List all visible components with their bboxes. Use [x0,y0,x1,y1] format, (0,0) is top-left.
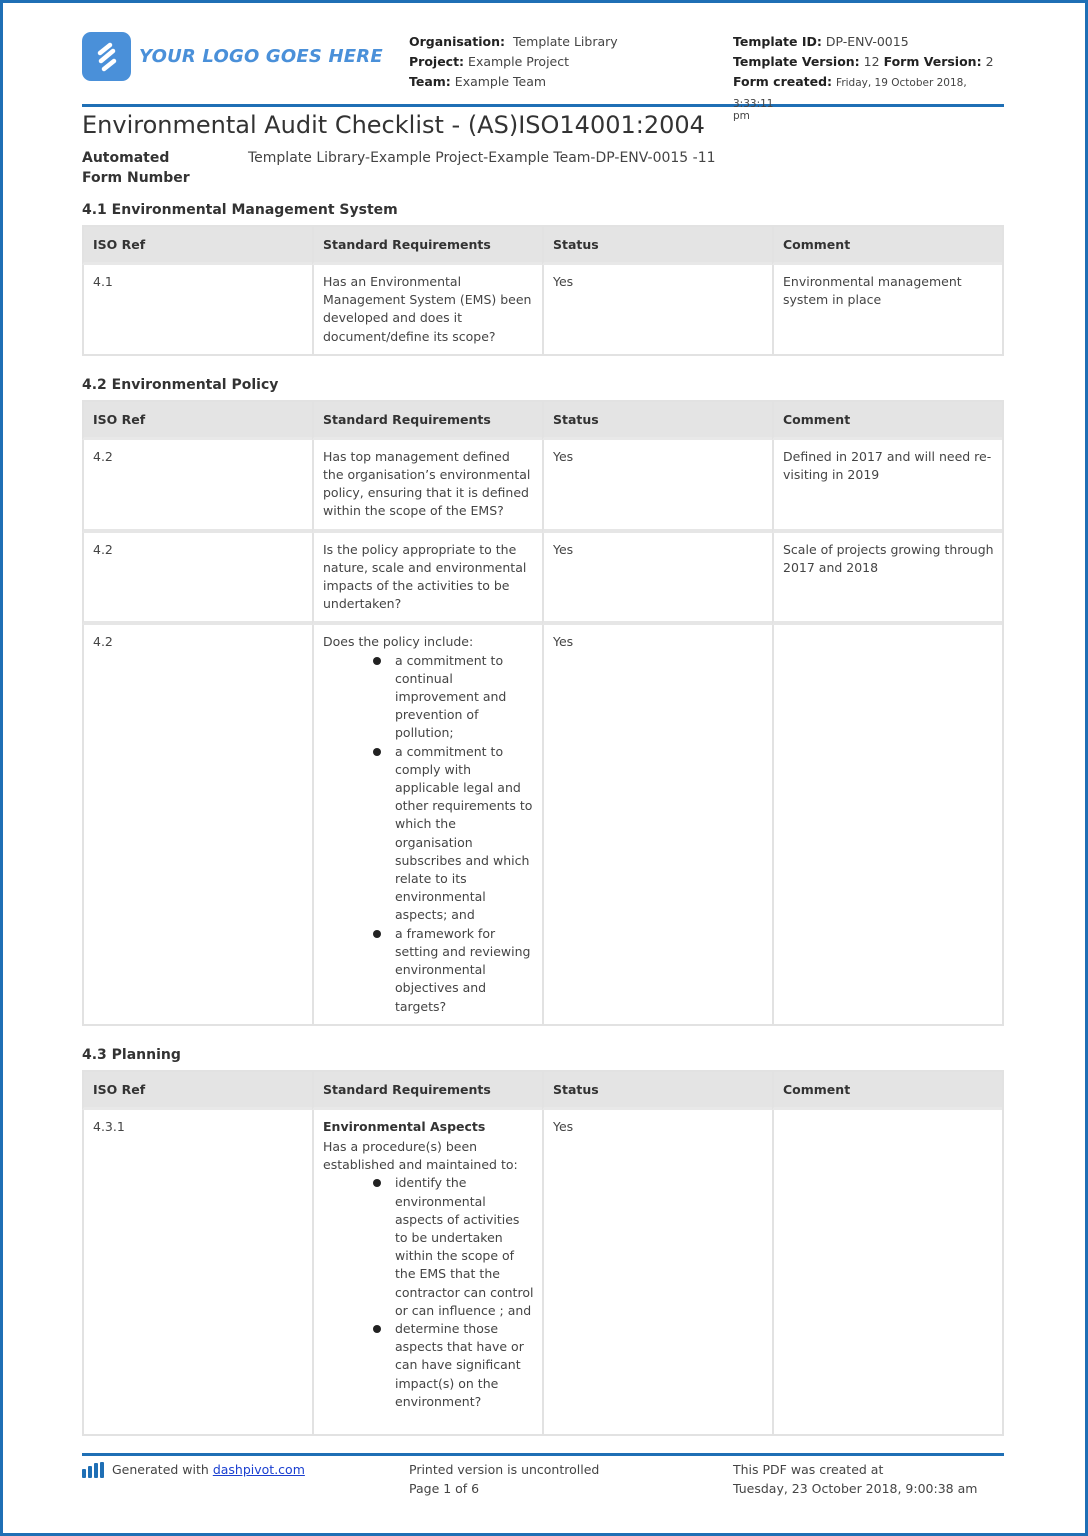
form-number-label: Automated Form Number [82,150,190,186]
list-item: a commitment to continual improvement and prevention of pollution; [395,652,534,743]
requirement-cell: Is the policy appropriate to the nature, scale and environmental impacts of the activities to be undertaken? [312,533,542,626]
iso-ref-cell: 4.1 [82,265,312,356]
iso-ref-cell: 4.2 [82,625,312,1025]
requirement-subhead: Environmental Aspects [323,1118,486,1134]
generated-with: Generated with dashpivot.com [82,1460,305,1479]
col-header-comment: Comment [772,225,1002,265]
bullet-list [323,652,534,1016]
table-row [82,625,1002,1025]
organisation-line: Organisation: Template Library [409,34,618,49]
comment-cell: Scale of projects growing through 2017 and 2018 [772,533,1002,626]
col-header-status: Status [542,225,772,265]
iso-ref-cell: 4.2 [82,533,312,626]
col-header-requirements: Standard Requirements [312,400,542,440]
list-item: a framework for setting and reviewing environmental objectives and targets? [395,925,534,1016]
status-cell: Yes [542,625,772,1025]
form-number [82,148,1004,188]
comment-cell: Defined in 2017 and will need re-visiting in 2019 [772,440,1002,533]
iso-ref-cell: 4.3.1 [82,1110,312,1436]
logo-mark-icon [82,32,131,81]
pdf-created-info: This PDF was created at Tuesday, 23 October 2018, 9:00:38 am [733,1462,978,1496]
status-cell: Yes [542,533,772,626]
dashpivot-logo-icon [82,1462,106,1478]
comment-cell: Environmental management system in place [772,265,1002,356]
requirement-cell: Has an Environmental Management System (EMS) been developed and does it document/define its scope? [312,265,542,356]
table-header-row [82,225,1002,265]
requirement-cell: Has top management defined the organisation’s environmental policy, ensuring that it is defined within the scope of the EMS? [312,440,542,533]
col-header-comment: Comment [772,400,1002,440]
col-header-status: Status [542,400,772,440]
col-header-requirements: Standard Requirements [312,1070,542,1110]
logo [82,32,383,81]
page-number: Page 1 of 6 [409,1481,480,1496]
dashpivot-link[interactable]: dashpivot.com [212,1462,305,1477]
org-info [409,32,618,92]
status-cell: Yes [542,1110,772,1436]
requirement-cell: Does the policy include: a commitment to continual improvement and prevention of pollution; a commitment to comply with applicable legal and other requirements to which the organisation subscribes and which relate to its environmental aspects; and a framework for setting and reviewing environmental objectives and targets? [312,625,542,1025]
section-title: 4.1 Environmental Management System [82,202,398,218]
requirement-cell: Environmental Aspects Has a procedure(s) been established and maintained to: identify the environmental aspects of activities to be undertaken within the scope of the EMS that the contractor can control or can influence ; and determine those aspects that have or can have significant impact(s) on the environment? [312,1110,542,1436]
team-line: Team: Example Team [409,74,547,89]
col-header-iso-ref: ISO Ref [82,400,312,440]
col-header-status: Status [542,1070,772,1110]
list-item: a commitment to comply with applicable legal and other requirements to which the organisation subscribes and which relate to its environmental aspects; and [395,743,534,925]
form-number-value: Template Library-Example Project-Example Team-DP-ENV-0015 -11 [248,150,716,166]
status-cell: Yes [542,265,772,356]
bullet-list [323,1174,534,1411]
iso-ref-cell: 4.2 [82,440,312,533]
template-info [733,32,1005,122]
checklist-table [82,225,1004,356]
list-item: determine those aspects that have or can have significant impact(s) on the environment? [395,1320,534,1411]
template-id-line: Template ID: DP-ENV-0015 [733,34,909,49]
table-header-row [82,400,1002,440]
document-header [82,28,1004,122]
table-row [82,265,1002,356]
col-header-iso-ref: ISO Ref [82,1070,312,1110]
list-item: identify the environmental aspects of activities to be undertaken within the scope of the EMS that the contractor can control or can influence ; and [395,1174,534,1320]
logo-text: YOUR LOGO GOES HERE [139,46,383,67]
section-title: 4.3 Planning [82,1046,181,1063]
col-header-requirements: Standard Requirements [312,225,542,265]
project-line: Project: Example Project [409,54,570,69]
checklist-table [82,1070,1004,1436]
document-title: Environmental Audit Checklist - (AS)ISO14001:2004 [82,111,705,139]
table-row [82,533,1002,626]
document-footer [82,1453,1004,1506]
table-row [82,1110,1002,1436]
print-info: Printed version is uncontrolled Page 1 of 6 [409,1462,600,1496]
table-header-row [82,1070,1002,1110]
document-body [82,28,1004,1436]
form-created-line: Form created: Friday, 19 October 2018, 3:33:11 [733,74,967,110]
comment-cell [772,625,1002,1025]
section-title: 4.2 Environmental Policy [82,376,279,393]
col-header-iso-ref: ISO Ref [82,225,312,265]
status-cell: Yes [542,440,772,533]
form-created-cont: pm [733,110,750,122]
checklist-table [82,400,1004,1026]
table-row [82,440,1002,533]
comment-cell [772,1110,1002,1436]
col-header-comment: Comment [772,1070,1002,1110]
version-line: Template Version: 12 Form Version: 2 [733,54,994,69]
